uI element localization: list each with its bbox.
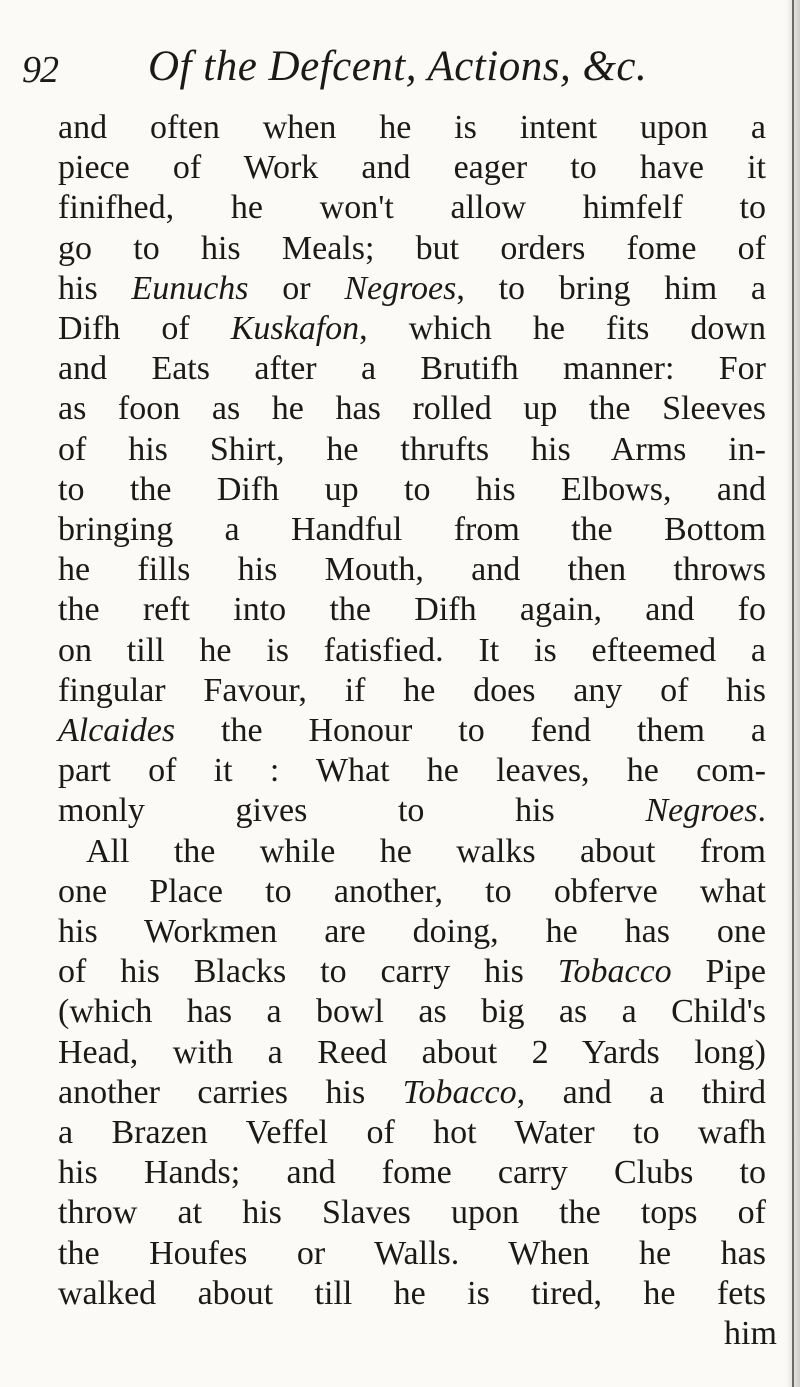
- text-line: fingular Favour, if he does any of his: [58, 671, 766, 709]
- text-line: part of it : What he leaves, he com-: [58, 752, 766, 790]
- text-line: of his Blacks to carry his Tobacco Pipe: [58, 953, 766, 991]
- text-line: piece of Work and eager to have it: [58, 149, 766, 187]
- italic-term: Tobacco: [402, 1073, 517, 1111]
- text-line: to the Difh up to his Elbows, and: [58, 470, 766, 508]
- text-line: him: [724, 1315, 777, 1352]
- text-line: Head, with a Reed about 2 Yards long): [58, 1033, 766, 1071]
- running-head: Of the Defcent, Actions, &c.: [148, 43, 648, 90]
- italic-term: Negroes: [344, 269, 457, 307]
- italic-term: Kuskafon: [230, 310, 360, 347]
- text-line: a Brazen Veffel of hot Water to wafh: [58, 1114, 766, 1151]
- text-line: finifhed, he won't allow himfelf to: [58, 189, 766, 227]
- italic-term: Negroes: [645, 792, 758, 830]
- text-line: another carries his Tobacco, and a third: [58, 1073, 766, 1111]
- text-line: Difh of Kuskafon, which he fits down: [58, 310, 766, 347]
- text-line: throw at his Slaves upon the tops of: [58, 1194, 766, 1232]
- text-line: All the while he walks about from: [86, 832, 766, 870]
- text-line: the reft into the Difh again, and fo: [58, 591, 766, 629]
- text-line: and Eats after a Brutifh manner: For: [58, 350, 766, 388]
- text-line: go to his Meals; but orders fome of: [58, 229, 766, 267]
- page-edge-line: [792, 0, 794, 1387]
- text-line: walked about till he is tired, he fets: [58, 1274, 766, 1312]
- text-line: his Eunuchs or Negroes, to bring him a: [58, 269, 767, 307]
- italic-term: Alcaides: [58, 712, 176, 749]
- text-line: his Hands; and fome carry Clubs to: [58, 1154, 766, 1192]
- text-line: the Houfes or Walls. When he has: [58, 1234, 766, 1272]
- text-line: his Workmen are doing, he has one: [58, 913, 766, 950]
- italic-term: Tobacco: [557, 953, 672, 991]
- text-line: and often when he is intent upon a: [58, 109, 766, 146]
- text-line: as foon as he has rolled up the Sleeves: [58, 390, 766, 428]
- text-line: monly gives to his Negroes.: [58, 792, 766, 830]
- text-line: of his Shirt, he thrufts his Arms in-: [58, 430, 766, 468]
- text-line: bringing a Handful from the Bottom: [58, 511, 766, 548]
- text-line: on till he is fatisfied. It is efteemed a: [58, 631, 766, 669]
- text-line: one Place to another, to obferve what: [58, 872, 766, 910]
- text-line: (which has a bowl as big as a Child's: [58, 993, 766, 1031]
- text-line: he fills his Mouth, and then throws: [58, 551, 766, 589]
- italic-term: Eunuchs: [131, 269, 249, 307]
- page-number: 92: [22, 49, 58, 91]
- text-line: Alcaides the Honour to fend them a: [58, 712, 766, 749]
